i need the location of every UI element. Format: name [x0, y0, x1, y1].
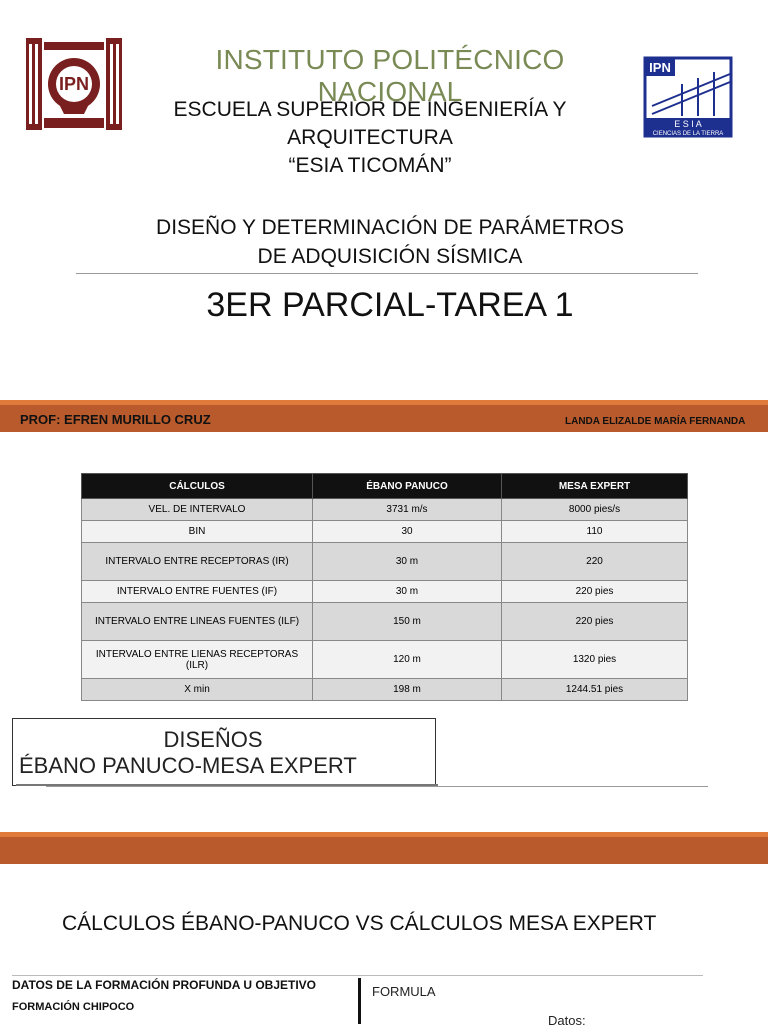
- table-cell: 150 m: [313, 603, 502, 641]
- table-cell: VEL. DE INTERVALO: [82, 499, 313, 521]
- table-cell: X min: [82, 679, 313, 701]
- section-banner: [0, 832, 768, 864]
- formation-name: FORMACIÓN CHIPOCO: [12, 1001, 135, 1013]
- table-row: [82, 581, 688, 603]
- table-cell: 120 m: [313, 641, 502, 679]
- svg-text:IPN: IPN: [649, 60, 671, 75]
- designs-box: [12, 718, 436, 786]
- table-header-cell: MESA EXPERT: [502, 474, 688, 499]
- subject-line-2: DE ADQUISICIÓN SÍSMICA: [257, 245, 523, 268]
- calculations-title: CÁLCULOS ÉBANO-PANUCO VS CÁLCULOS MESA EXPERT: [62, 912, 657, 935]
- school-line-3: “ESIA TICOMÁN”: [288, 154, 452, 177]
- table-row: [82, 521, 688, 543]
- table-cell: INTERVALO ENTRE LINEAS FUENTES (ILF): [82, 603, 313, 641]
- divider: [12, 975, 703, 976]
- table-cell: 30 m: [313, 581, 502, 603]
- school-line-2: ARQUITECTURA: [287, 126, 453, 149]
- table-cell: 8000 pies/s: [502, 499, 688, 521]
- table-row: [82, 679, 688, 701]
- table-cell: INTERVALO ENTRE RECEPTORAS (IR): [82, 543, 313, 581]
- formula-label: FORMULA: [372, 984, 436, 999]
- school-line-1: ESCUELA SUPERIOR DE INGENIERÍA Y: [173, 98, 567, 121]
- svg-text:E S I A: E S I A: [674, 119, 702, 129]
- table-row: [82, 603, 688, 641]
- table-cell: 1320 pies: [502, 641, 688, 679]
- table-cell: 220 pies: [502, 581, 688, 603]
- table-cell: 30 m: [313, 543, 502, 581]
- subject-title: [120, 213, 660, 271]
- table-header-cell: ÉBANO PANUCO: [313, 474, 502, 499]
- school-name: [150, 96, 590, 180]
- table-cell: 220 pies: [502, 603, 688, 641]
- column-separator: [358, 978, 361, 1024]
- table-cell: INTERVALO ENTRE LIENAS RECEPTORAS (ILR): [82, 641, 313, 679]
- divider: [46, 786, 708, 787]
- table-cell: 30: [313, 521, 502, 543]
- formation-data-header: DATOS DE LA FORMACIÓN PROFUNDA U OBJETIVO: [12, 978, 317, 992]
- designs-heading: DISEÑOS: [163, 727, 263, 752]
- assignment-title: 3ER PARCIAL-TAREA 1: [206, 286, 574, 324]
- table-row: [82, 543, 688, 581]
- table-cell: 110: [502, 521, 688, 543]
- table-header-cell: CÁLCULOS: [82, 474, 313, 499]
- professor-name: PROF: EFREN MURILLO CRUZ: [20, 412, 211, 427]
- table-cell: 220: [502, 543, 688, 581]
- designs-subheading: ÉBANO PANUCO-MESA EXPERT: [19, 753, 357, 778]
- institute-name: INSTITUTO POLITÉCNICO NACIONAL: [215, 44, 565, 107]
- table-cell: 198 m: [313, 679, 502, 701]
- datos-label: Datos:: [548, 1013, 586, 1028]
- table-cell: 3731 m/s: [313, 499, 502, 521]
- ipn-logo: [18, 32, 130, 140]
- table-cell: 1244.51 pies: [502, 679, 688, 701]
- svg-text:CIENCIAS DE LA TIERRA: CIENCIAS DE LA TIERRA: [652, 131, 724, 137]
- table-row: [82, 641, 688, 679]
- student-name: LANDA ELIZALDE MARÍA FERNANDA: [565, 416, 746, 427]
- divider: [76, 273, 698, 274]
- esia-logo: [642, 44, 736, 138]
- calculations-table: [81, 473, 688, 701]
- table-row: [82, 499, 688, 521]
- table-cell: BIN: [82, 521, 313, 543]
- svg-text:IPN: IPN: [58, 74, 90, 94]
- subject-line-1: DISEÑO Y DETERMINACIÓN DE PARÁMETROS: [156, 216, 624, 239]
- table-cell: INTERVALO ENTRE FUENTES (IF): [82, 581, 313, 603]
- table-header-row: [82, 474, 688, 499]
